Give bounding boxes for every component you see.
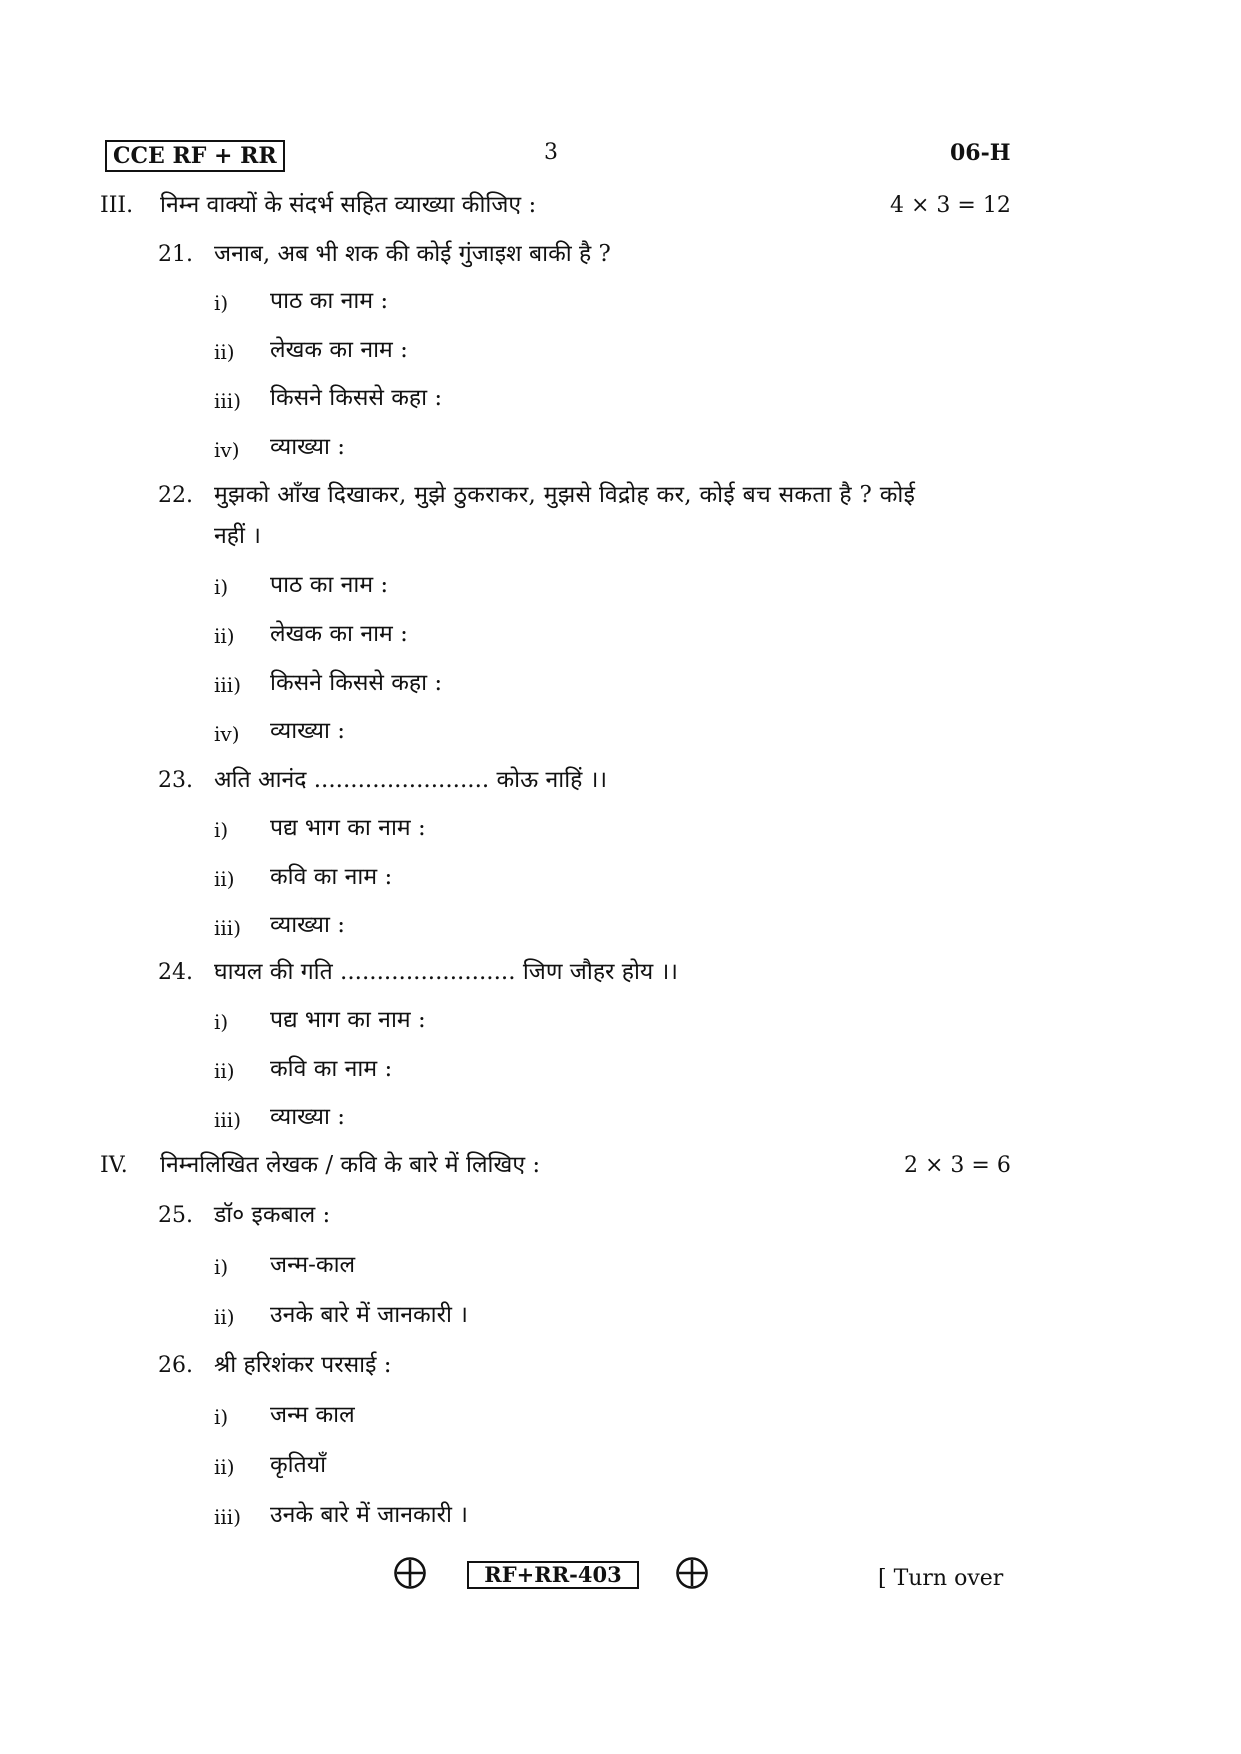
- q21-sub-1-text: पाठ का नाम :: [270, 288, 389, 314]
- q23-sub-1-num: i): [214, 818, 229, 842]
- q21-sub-2-num: ii): [214, 340, 235, 364]
- question-25-number: 25.: [158, 1203, 193, 1228]
- question-23-text: अति आनंद ........................ कोऊ नाहिं ।।: [214, 767, 608, 793]
- q22-sub-3-num: iii): [214, 673, 241, 697]
- q22-sub-4-num: iv): [214, 722, 240, 746]
- question-21-text: जनाब, अब भी शक की कोई गुंजाइश बाकी है ?: [214, 241, 611, 267]
- q21-sub-3-text: किसने किससे कहा :: [270, 385, 443, 411]
- q24-sub-3-text: व्याख्या :: [270, 1104, 345, 1130]
- q26-sub-2-num: ii): [214, 1455, 235, 1479]
- section-3-roman: III.: [100, 193, 134, 218]
- registration-mark-icon: [393, 1556, 427, 1590]
- q24-sub-2-num: ii): [214, 1059, 235, 1083]
- registration-mark-icon: [675, 1556, 709, 1590]
- q22-sub-1-text: पाठ का नाम :: [270, 572, 389, 598]
- q21-sub-3-num: iii): [214, 389, 241, 413]
- q22-sub-4-text: व्याख्या :: [270, 718, 345, 744]
- question-26-number: 26.: [158, 1353, 193, 1378]
- q21-sub-4-num: iv): [214, 438, 240, 462]
- header-right-code: 06-H: [950, 140, 1011, 166]
- q23-sub-2-num: ii): [214, 867, 235, 891]
- footer-code: RF+RR-403: [467, 1561, 639, 1589]
- q26-sub-3-num: iii): [214, 1505, 241, 1529]
- question-24-number: 24.: [158, 960, 193, 985]
- q25-sub-1-num: i): [214, 1255, 229, 1279]
- q21-sub-2-text: लेखक का नाम :: [270, 337, 408, 363]
- question-26-text: श्री हरिशंकर परसाई :: [214, 1352, 392, 1378]
- section-4-heading: निम्नलिखित लेखक / कवि के बारे में लिखिए :: [160, 1152, 541, 1178]
- q26-sub-1-text: जन्म काल: [270, 1402, 355, 1428]
- q22-sub-2-num: ii): [214, 624, 235, 648]
- question-21-number: 21.: [158, 242, 193, 267]
- section-3-heading: निम्न वाक्यों के संदर्भ सहित व्याख्या कीजिए :: [160, 192, 537, 218]
- q25-sub-2-num: ii): [214, 1305, 235, 1329]
- q23-sub-2-text: कवि का नाम :: [270, 864, 393, 890]
- section-3-marks: 4 × 3 = 12: [890, 193, 1011, 218]
- question-23-number: 23.: [158, 768, 193, 793]
- q24-sub-2-text: कवि का नाम :: [270, 1056, 393, 1082]
- question-22-text-line2: नहीं ।: [214, 523, 261, 549]
- q22-sub-2-text: लेखक का नाम :: [270, 621, 408, 647]
- q24-sub-1-num: i): [214, 1010, 229, 1034]
- question-22-text-line1: मुझको आँख दिखाकर, मुझे ठुकराकर, मुझसे विद्रोह कर, कोई बच सकता है ? कोई: [214, 482, 916, 508]
- q25-sub-2-text: उनके बारे में जानकारी ।: [270, 1302, 469, 1328]
- header-left-code: CCE RF + RR: [105, 140, 285, 172]
- page-number: 3: [544, 140, 558, 165]
- q23-sub-1-text: पद्य भाग का नाम :: [270, 815, 426, 841]
- q26-sub-3-text: उनके बारे में जानकारी ।: [270, 1502, 469, 1528]
- question-22-number: 22.: [158, 483, 193, 508]
- q23-sub-3-text: व्याख्या :: [270, 912, 345, 938]
- q22-sub-3-text: किसने किससे कहा :: [270, 670, 443, 696]
- section-4-marks: 2 × 3 = 6: [904, 1153, 1011, 1178]
- question-24-text: घायल की गति ........................ जिण जौहर होय ।।: [214, 959, 679, 985]
- q21-sub-1-num: i): [214, 291, 229, 315]
- q23-sub-3-num: iii): [214, 916, 241, 940]
- q22-sub-1-num: i): [214, 575, 229, 599]
- q26-sub-1-num: i): [214, 1405, 229, 1429]
- q24-sub-1-text: पद्य भाग का नाम :: [270, 1007, 426, 1033]
- question-25-text: डॉ० इकबाल :: [214, 1202, 331, 1228]
- q21-sub-4-text: व्याख्या :: [270, 434, 345, 460]
- turn-over-note: [ Turn over: [878, 1566, 1004, 1591]
- section-4-roman: IV.: [100, 1153, 128, 1178]
- q24-sub-3-num: iii): [214, 1108, 241, 1132]
- q26-sub-2-text: कृतियाँ: [270, 1452, 327, 1478]
- q25-sub-1-text: जन्म-काल: [270, 1252, 356, 1278]
